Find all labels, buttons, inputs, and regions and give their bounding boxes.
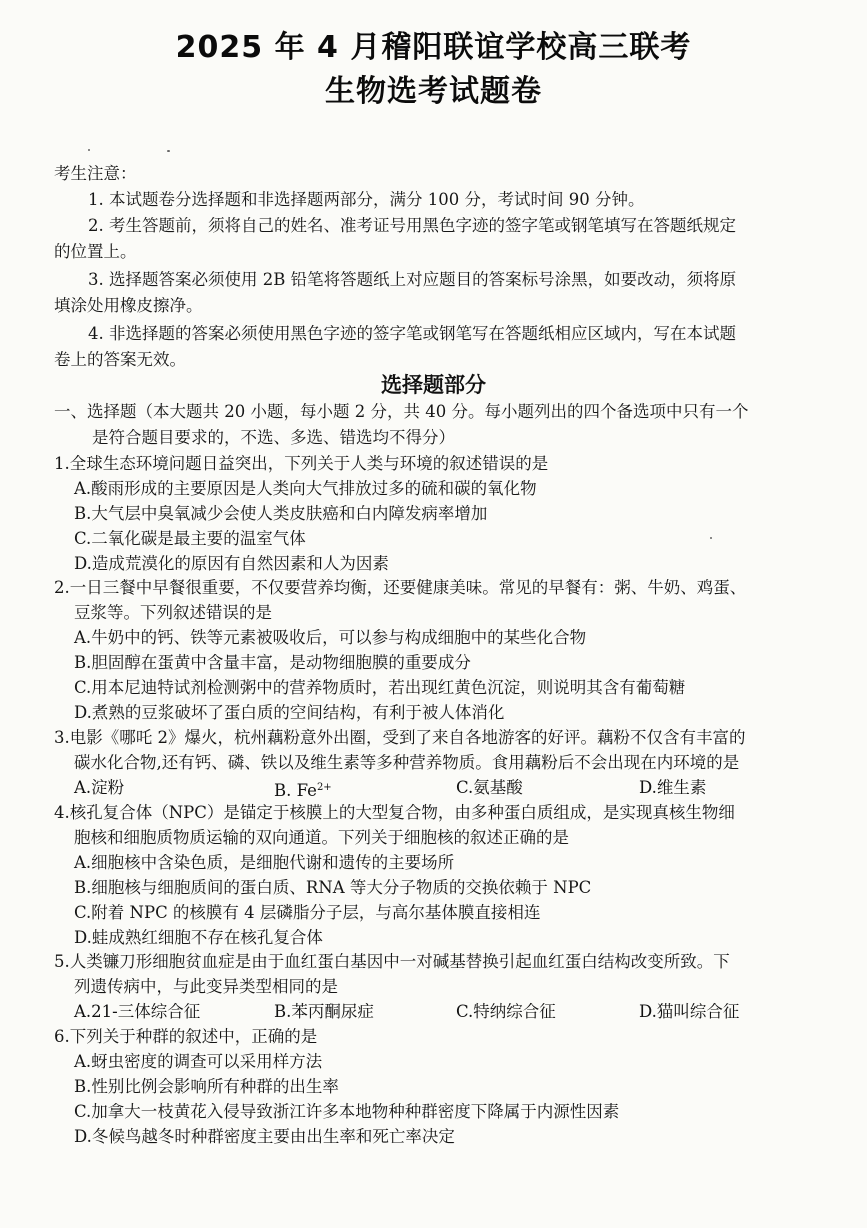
question-6-option-b: B.性别比例会影响所有种群的出生率	[74, 1077, 339, 1096]
question-2-option-d: D.煮熟的豆浆破坏了蛋白质的空间结构，有利于被人体消化	[74, 703, 505, 722]
section-intro: 一、选择题（本大题共 20 小题，每小题 2 分，共 40 分。每小题列出的四个备选项中只有一个	[54, 402, 749, 421]
notice-item-3: 3. 选择题答案必须使用 2B 铅笔将答题纸上对应题目的答案标号涂黑，如要改动，须将原	[88, 270, 737, 289]
question-4-option-c: C.附着 NPC 的核膜有 4 层磷脂分子层，与高尔基体膜直接相连	[74, 903, 541, 922]
question-5-option-c: C.特纳综合征	[456, 1002, 556, 1021]
section-title: 选择题部分	[381, 373, 486, 397]
question-1-option-c: C.二氧化碳是最主要的温室气体	[74, 529, 306, 548]
question-6-option-c: C.加拿大一枝黄花入侵导致浙江许多本地物种种群密度下降属于内源性因素	[74, 1102, 620, 1121]
question-2-option-b: B.胆固醇在蛋黄中含量丰富，是动物细胞膜的重要成分	[74, 653, 471, 672]
notice-item-4: 4. 非选择题的答案必须使用黑色字迹的签字笔或钢笔写在答题纸相应区域内，写在本试题	[88, 324, 736, 343]
notice-item-2-cont: 的位置上。	[54, 242, 137, 261]
question-3-option-d: D.维生素	[639, 778, 707, 797]
scan-speck	[167, 150, 170, 152]
exam-title: 2025 年 4 月稽阳联谊学校高三联考	[175, 30, 692, 65]
question-2-stem-cont: 豆浆等。下列叙述错误的是	[74, 603, 272, 622]
question-4-option-d: D.蛙成熟红细胞不存在核孔复合体	[74, 928, 323, 947]
question-5-stem: 5.人类镰刀形细胞贫血症是由于血红蛋白基因中一对碱基替换引起血红蛋白结构改变所致。下	[54, 952, 730, 971]
notice-item-3-cont: 填涂处用橡皮擦净。	[54, 296, 203, 315]
question-1-stem: 1.全球生态环境问题日益突出，下列关于人类与环境的叙述错误的是	[54, 454, 549, 473]
section-intro-cont: 是符合题目要求的，不选、多选、错选均不得分）	[92, 428, 455, 447]
notice-item-4-cont: 卷上的答案无效。	[54, 350, 186, 369]
question-4-option-b: B.细胞核与细胞质间的蛋白质、RNA 等大分子物质的交换依赖于 NPC	[74, 878, 592, 897]
question-5-stem-cont: 列遗传病中，与此变异类型相同的是	[74, 977, 338, 996]
question-6-option-d: D.冬候鸟越冬时种群密度主要由出生率和死亡率决定	[74, 1127, 455, 1146]
question-3-stem-cont: 碳水化合物,还有钙、磷、铁以及维生素等多种营养物质。食用藕粉后不会出现在内环境的是	[74, 753, 740, 772]
option-b-superscript: 2+	[316, 782, 332, 793]
question-5-option-a: A.21-三体综合征	[74, 1002, 201, 1021]
question-5-option-b: B.苯丙酮尿症	[274, 1002, 374, 1021]
question-3-option-b	[274, 776, 332, 803]
question-1-option-a: A.酸雨形成的主要原因是人类向大气排放过多的硫和碳的氧化物	[74, 479, 537, 498]
scan-speck	[88, 149, 90, 151]
question-4-option-a: A.细胞核中含染色质，是细胞代谢和遗传的主要场所	[74, 853, 455, 872]
notice-heading: 考生注意：	[54, 164, 137, 183]
question-1-option-b: B.大气层中臭氧减少会使人类皮肤癌和白内障发病率增加	[74, 504, 488, 523]
exam-subtitle: 生物选考试题卷	[325, 74, 542, 109]
notice-item-1: 1. 本试题卷分选择题和非选择题两部分，满分 100 分，考试时间 90 分钟。	[88, 190, 645, 209]
question-3-option-a: A.淀粉	[74, 778, 125, 797]
question-2-stem: 2.一日三餐中早餐很重要，不仅要营养均衡，还要健康美味。常见的早餐有：粥、牛奶、鸡蛋、	[54, 578, 747, 597]
option-b-text: B. Fe	[274, 781, 317, 800]
question-4-stem: 4.核孔复合体（NPC）是锚定于核膜上的大型复合物，由多种蛋白质组成，是实现真核生物细	[54, 803, 735, 822]
question-6-option-a: A.蚜虫密度的调查可以采用样方法	[74, 1052, 323, 1071]
question-2-option-c: C.用本尼迪特试剂检测粥中的营养物质时，若出现红黄色沉淀，则说明其含有葡萄糖	[74, 678, 686, 697]
question-4-stem-cont: 胞核和细胞质物质运输的双向通道。下列关于细胞核的叙述正确的是	[74, 828, 569, 847]
question-6-stem: 6.下列关于种群的叙述中，正确的是	[54, 1027, 318, 1046]
question-3-stem: 3.电影《哪吒 2》爆火，杭州藕粉意外出圈，受到了来自各地游客的好评。藕粉不仅含有丰富的	[54, 728, 746, 747]
question-5-option-d: D.猫叫综合征	[639, 1002, 740, 1021]
question-3-option-c: C.氨基酸	[456, 778, 523, 797]
question-1-option-d: D.造成荒漠化的原因有自然因素和人为因素	[74, 554, 389, 573]
notice-item-2: 2. 考生答题前，须将自己的姓名、准考证号用黑色字迹的签字笔或钢笔填写在答题纸规定	[88, 216, 736, 235]
question-2-option-a: A.牛奶中的钙、铁等元素被吸收后，可以参与构成细胞中的某些化合物	[74, 628, 587, 647]
